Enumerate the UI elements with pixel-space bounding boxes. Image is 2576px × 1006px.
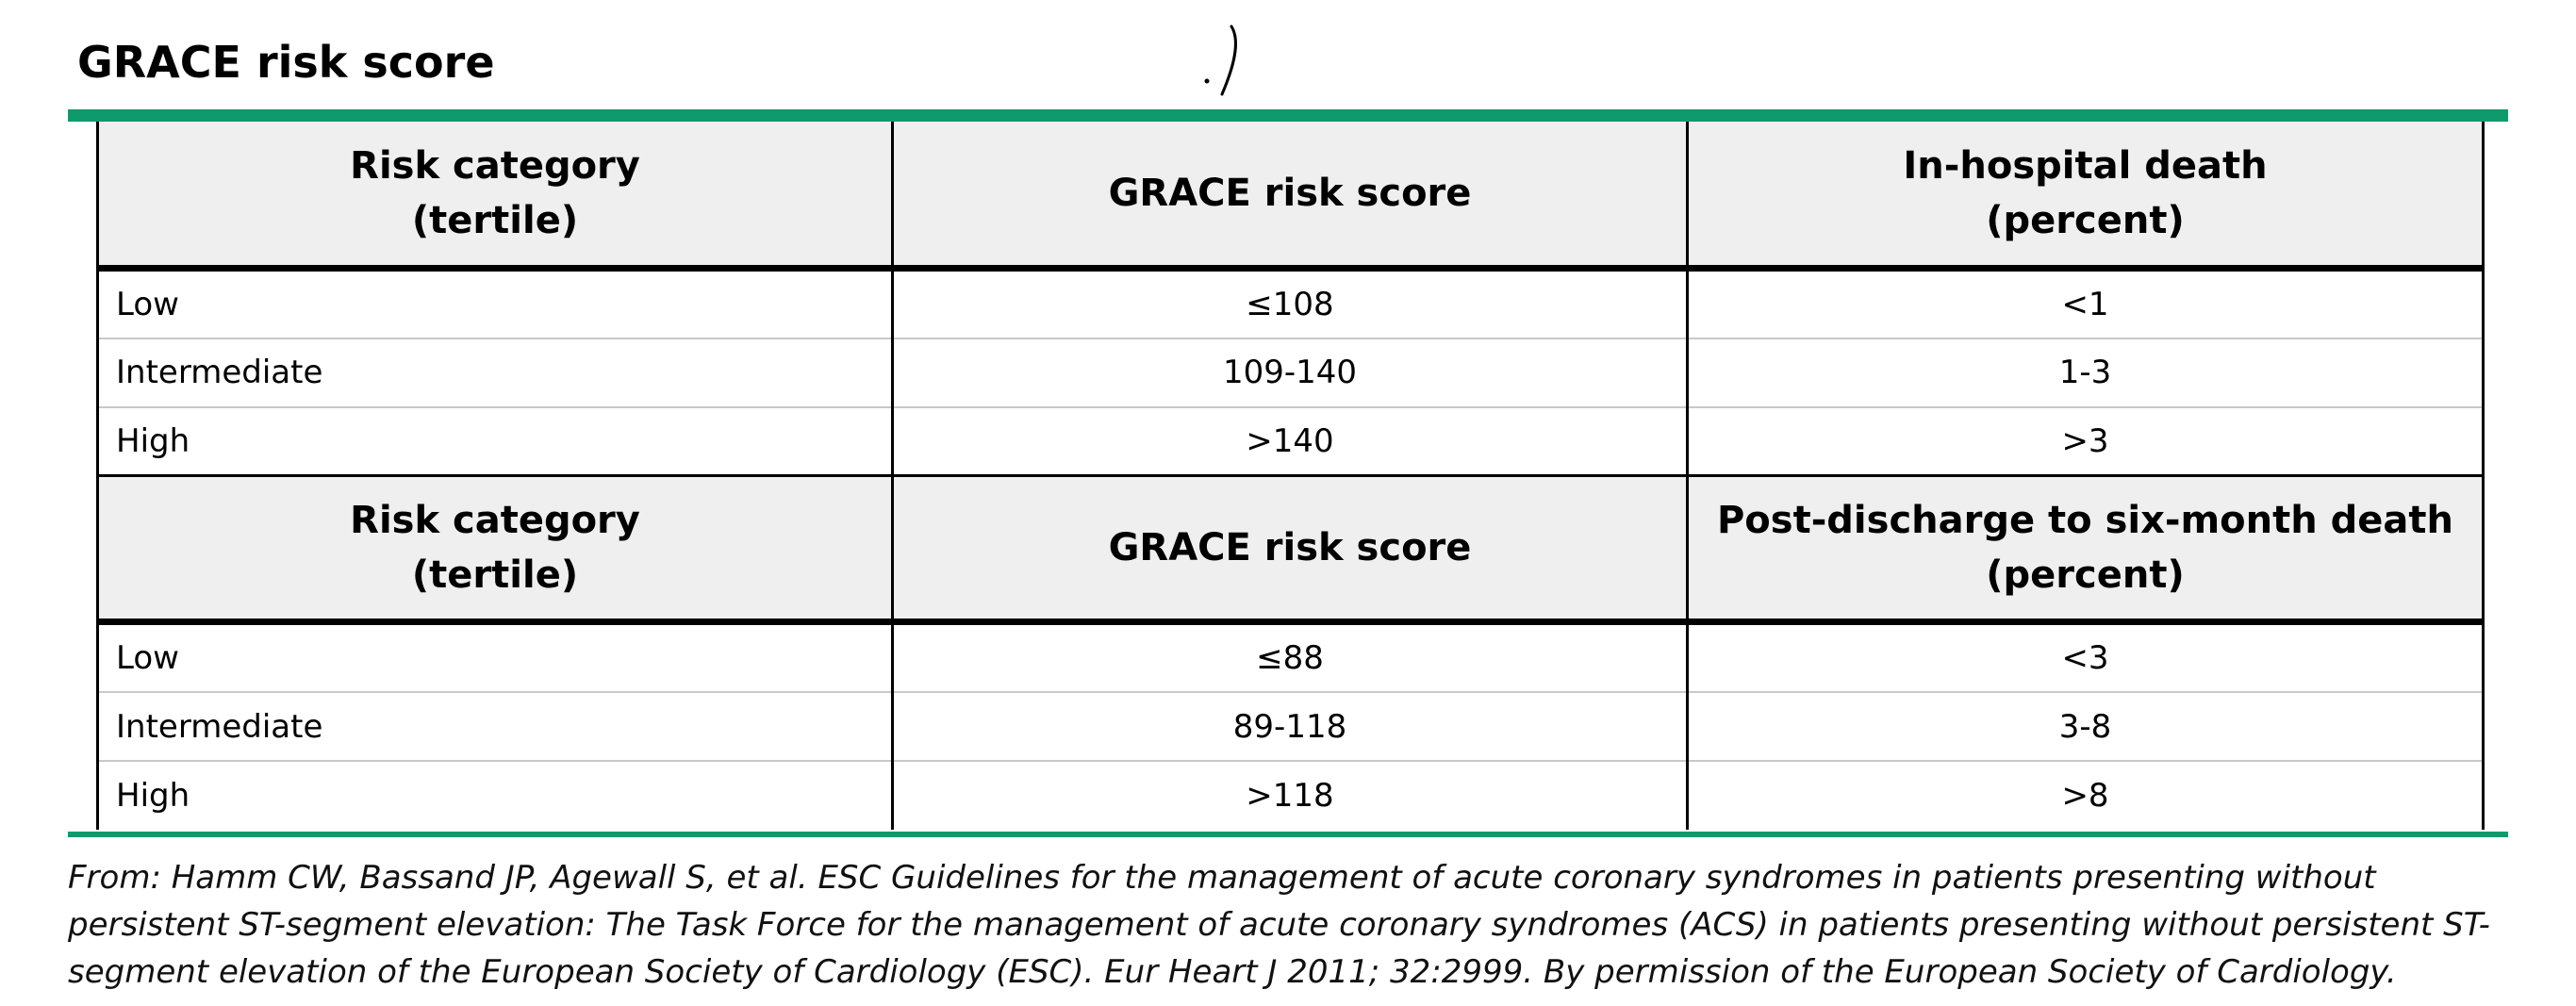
header-line: GRACE risk score xyxy=(1108,171,1472,215)
cell-grace-score: 89-118 xyxy=(893,692,1688,761)
header-risk-category xyxy=(98,122,893,268)
cell-risk-category: Low xyxy=(98,622,893,693)
cell-risk-category: High xyxy=(98,407,893,476)
header-risk-category xyxy=(98,476,893,622)
table-header-row xyxy=(98,122,2484,268)
cell-outcome: 3-8 xyxy=(1688,692,2484,761)
cell-risk-category: Intermediate xyxy=(98,692,893,761)
header-grace-score xyxy=(893,476,1688,622)
cell-grace-score: ≤108 xyxy=(893,268,1688,338)
header-line: Post-discharge to six-month death xyxy=(1716,499,2454,542)
header-line: Risk category xyxy=(350,143,640,188)
table-row xyxy=(98,338,2484,407)
source-footnote xyxy=(68,854,2519,996)
table-row xyxy=(98,268,2484,338)
footnote-line: persistent ST-segment elevation: The Task Force for the management of acute coronary syndromes (ACS) in patients presenting without persistent ST- xyxy=(68,906,2490,944)
cell-outcome: 1-3 xyxy=(1688,338,2484,407)
table-row xyxy=(98,407,2484,476)
cell-risk-category: High xyxy=(98,761,893,830)
header-grace-score xyxy=(893,122,1688,268)
cell-risk-category: Low xyxy=(98,268,893,338)
cell-outcome: <1 xyxy=(1688,268,2484,338)
header-line: (percent) xyxy=(1986,553,2185,597)
cell-grace-score: ≤88 xyxy=(893,622,1688,693)
table-row xyxy=(98,622,2484,693)
header-outcome xyxy=(1688,122,2484,268)
header-line: (tertile) xyxy=(411,198,579,242)
top-green-rule xyxy=(68,109,2508,122)
header-line: GRACE risk score xyxy=(1108,526,1472,569)
header-outcome xyxy=(1688,476,2484,622)
grace-risk-table xyxy=(96,122,2485,830)
header-line: Risk category xyxy=(350,499,640,542)
header-line: (percent) xyxy=(1986,198,2185,242)
cell-grace-score: 109-140 xyxy=(893,338,1688,407)
cell-risk-category: Intermediate xyxy=(98,338,893,407)
table-header-row xyxy=(98,476,2484,622)
table-row xyxy=(98,692,2484,761)
cell-grace-score: >140 xyxy=(893,407,1688,476)
header-line: (tertile) xyxy=(411,553,579,597)
bottom-green-rule xyxy=(68,832,2508,837)
cell-outcome: >8 xyxy=(1688,761,2484,830)
cell-grace-score: >118 xyxy=(893,761,1688,830)
cell-outcome: >3 xyxy=(1688,407,2484,476)
cell-outcome: <3 xyxy=(1688,622,2484,693)
pen-mark-icon xyxy=(1197,21,1254,106)
table-row xyxy=(98,761,2484,830)
header-line: In-hospital death xyxy=(1903,143,2268,188)
page-title: GRACE risk score xyxy=(77,37,495,88)
footnote-line: segment elevation of the European Society of Cardiology (ESC). Eur Heart J 2011; 32:2999. By permission of the European Society of Cardiology. xyxy=(68,953,2397,991)
footnote-line: From: Hamm CW, Bassand JP, Agewall S, et al. ESC Guidelines for the management of acute coronary syndromes in patients presenting without xyxy=(68,859,2376,897)
